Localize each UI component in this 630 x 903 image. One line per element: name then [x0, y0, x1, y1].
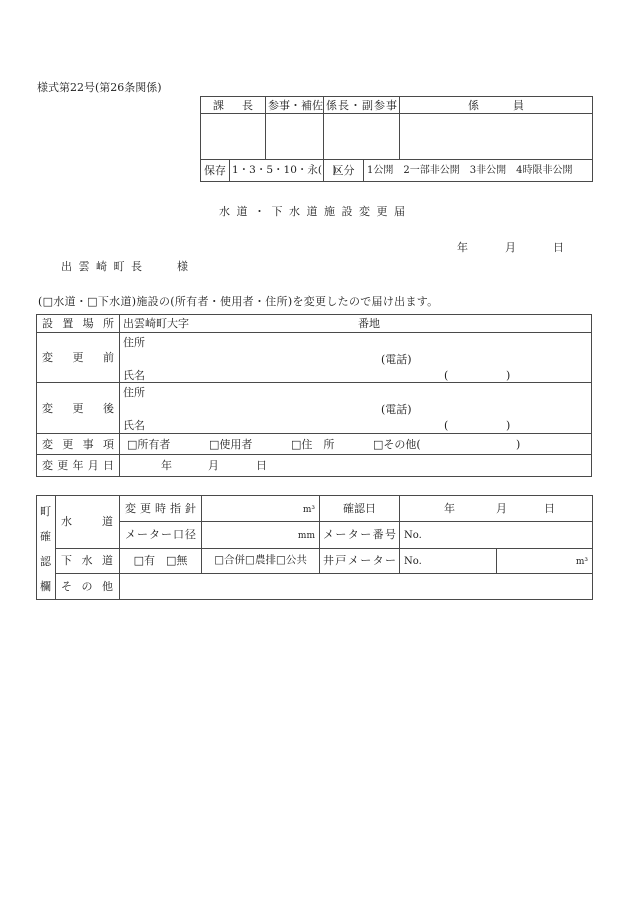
approval-header-section-chief: 課長	[201, 97, 266, 114]
well-meter-label: 井戸メーター	[320, 548, 400, 573]
change-option-user: □使用者	[209, 438, 253, 451]
stamp-box-subsection-chief	[324, 114, 400, 160]
approval-meta-row	[201, 160, 593, 182]
after-change-row	[37, 383, 592, 434]
sewer-type-options: □合併□農排□公共	[202, 548, 320, 573]
change-date-month: 月	[208, 459, 219, 472]
retention-value: 1・3・5・10・永( )	[230, 160, 324, 182]
meter-number-label: メーター番号	[320, 522, 400, 548]
before-phone-paren-close: )	[506, 369, 511, 382]
classification-options: 1公開 2一部非公開 3非公開 4時限非公開	[364, 160, 593, 182]
before-name-label: 氏名	[123, 369, 145, 382]
change-option-other-close: )	[516, 438, 521, 451]
before-change-field	[120, 333, 592, 383]
approval-header-councilor: 参事・補佐	[266, 97, 324, 114]
confirm-date-field	[400, 496, 593, 522]
date-month-label: 月	[505, 241, 516, 254]
after-name-label: 氏名	[123, 419, 145, 432]
location-prefix: 出雲崎町大字	[123, 317, 189, 330]
change-items-field	[120, 434, 592, 455]
before-phone-paren-open: (	[444, 369, 449, 382]
meter-number-prefix: No.	[404, 529, 422, 541]
meter-reading-field	[202, 496, 320, 522]
stamp-box-councilor	[266, 114, 324, 160]
water-meter-diameter-row	[37, 522, 593, 548]
document-title: 水道・下水道施設変更届	[219, 205, 412, 218]
application-table	[36, 314, 592, 477]
statement-text: (□水道・□下水道)施設の(所有者・使用者・住所)を変更したので届け出ます。	[38, 295, 439, 308]
change-items-row	[37, 434, 592, 455]
meter-number-field	[400, 522, 593, 548]
addressee-honorific: 様	[177, 260, 188, 273]
well-meter-number-field	[400, 548, 497, 573]
sewer-row	[37, 548, 593, 573]
change-date-label: 変更年月日	[37, 455, 120, 477]
well-meter-volume-field	[497, 548, 593, 573]
other-label: その他	[56, 573, 120, 599]
sewer-label: 下水道	[56, 548, 120, 573]
location-suffix: 番地	[358, 317, 380, 330]
form-number: 様式第22号(第26条関係)	[37, 81, 162, 94]
after-change-field	[120, 383, 592, 434]
confirm-date-year: 年	[444, 502, 455, 515]
approval-header-subsection-chief: 係長・副参事	[324, 97, 400, 114]
change-date-row	[37, 455, 592, 477]
approval-table	[200, 96, 593, 182]
after-phone-paren-close: )	[506, 419, 511, 432]
date-day-label: 日	[553, 241, 564, 254]
change-option-address: □住 所	[291, 438, 335, 451]
well-meter-prefix: No.	[404, 555, 422, 567]
water-label: 水道	[56, 496, 120, 549]
after-phone-paren-open: (	[444, 419, 449, 432]
approval-header-staff: 係員	[400, 97, 593, 114]
classification-label: 区分	[324, 160, 364, 182]
change-date-field	[120, 455, 592, 477]
confirmation-section-label: 町確認欄	[40, 505, 51, 593]
meter-diameter-field	[202, 522, 320, 548]
before-change-row	[37, 333, 592, 383]
confirmation-section-cell	[37, 496, 56, 600]
location-row	[37, 315, 592, 333]
after-address-label: 住所	[123, 386, 145, 399]
water-meter-reading-row	[37, 496, 593, 522]
meter-diameter-label: メーター口径	[120, 522, 202, 548]
approval-stamp-row	[201, 114, 593, 160]
retention-label: 保存	[201, 160, 230, 182]
other-field	[120, 573, 593, 599]
date-year-label: 年	[457, 241, 468, 254]
change-date-year: 年	[161, 459, 172, 472]
confirmation-table	[36, 495, 593, 600]
meter-diameter-unit: mm	[297, 530, 315, 541]
change-option-owner: □所有者	[127, 438, 171, 451]
before-address-label: 住所	[123, 336, 145, 349]
change-items-label: 変更事項	[37, 434, 120, 455]
stamp-box-staff	[400, 114, 593, 160]
change-option-other: □その他(	[373, 438, 421, 451]
change-date-day: 日	[256, 459, 267, 472]
meter-reading-unit: m³	[302, 504, 315, 515]
after-change-label: 変更後	[37, 383, 120, 434]
other-row	[37, 573, 593, 599]
after-phone-label: (電話)	[381, 403, 412, 416]
location-label: 設置場所	[37, 315, 120, 333]
meter-reading-label: 変更時指針	[120, 496, 202, 522]
confirm-date-month: 月	[496, 502, 507, 515]
approval-header-row	[201, 97, 593, 114]
addressee-name: 出雲崎町長	[61, 260, 149, 273]
confirm-date-label: 確認日	[320, 496, 400, 522]
before-phone-label: (電話)	[381, 353, 412, 366]
before-change-label: 変更前	[37, 333, 120, 383]
confirm-date-day: 日	[544, 502, 555, 515]
location-field	[120, 315, 592, 333]
stamp-box-section-chief	[201, 114, 266, 160]
sewer-presence-options: □有 □無	[120, 548, 202, 573]
well-meter-unit: m³	[575, 556, 588, 567]
